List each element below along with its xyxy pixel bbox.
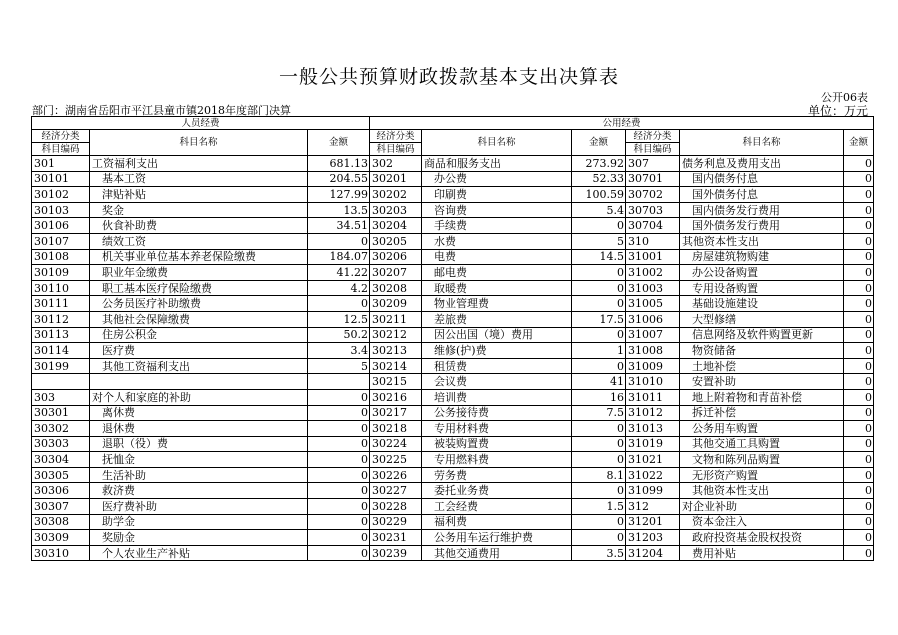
econ-class-header: 经济分类 [626, 130, 680, 143]
table-row [32, 249, 874, 265]
subject-name-header: 科目名称 [90, 130, 308, 156]
subject-code-cell: 30201 [370, 171, 422, 187]
subject-code-cell: 30209 [370, 296, 422, 312]
subject-code-cell: 31012 [626, 405, 680, 421]
subject-code-cell: 30226 [370, 467, 422, 483]
subject-name-cell: 医疗费 [90, 343, 308, 359]
subject-code-cell: 31002 [626, 265, 680, 281]
subject-name-cell: 生活补助 [90, 467, 308, 483]
table-row [32, 483, 874, 499]
subject-name-cell: 国内债务发行费用 [680, 202, 844, 218]
subject-code-header: 科目编码 [32, 143, 90, 156]
subject-code-cell: 30310 [32, 545, 90, 561]
subject-name-cell: 印刷费 [422, 187, 572, 203]
amount-cell: 0 [308, 499, 370, 515]
subject-code-cell: 31022 [626, 467, 680, 483]
amount-cell: 0 [844, 483, 874, 499]
subject-name-cell: 个人农业生产补贴 [90, 545, 308, 561]
subject-name-cell: 绩效工资 [90, 233, 308, 249]
amount-cell: 0 [844, 421, 874, 437]
amount-cell: 0 [572, 452, 626, 468]
amount-cell: 0 [844, 452, 874, 468]
table-row [32, 327, 874, 343]
amount-cell: 204.55 [308, 171, 370, 187]
amount-cell: 14.5 [572, 249, 626, 265]
subject-code-cell: 30207 [370, 265, 422, 281]
subject-code-cell: 30303 [32, 436, 90, 452]
subject-name-cell: 对个人和家庭的补助 [90, 389, 308, 405]
subject-code-cell: 31204 [626, 545, 680, 561]
table-row [32, 218, 874, 234]
amount-cell: 0 [844, 218, 874, 234]
subject-name-cell: 救济费 [90, 483, 308, 499]
subject-code-cell: 30101 [32, 171, 90, 187]
amount-cell: 0 [308, 514, 370, 530]
subject-name-cell: 政府投资基金股权投资 [680, 530, 844, 546]
amount-cell: 0 [844, 311, 874, 327]
amount-cell: 184.07 [308, 249, 370, 265]
subject-name-cell: 办公设备购置 [680, 265, 844, 281]
table-row [32, 233, 874, 249]
subject-name-cell: 电费 [422, 249, 572, 265]
subject-code-cell: 30703 [626, 202, 680, 218]
amount-cell: 0 [844, 265, 874, 281]
subject-name-cell: 工会经费 [422, 499, 572, 515]
table-row [32, 499, 874, 515]
amount-header: 金额 [844, 130, 874, 156]
amount-cell: 0 [844, 187, 874, 203]
subject-name-cell: 奖励金 [90, 530, 308, 546]
subject-code-cell: 30199 [32, 358, 90, 374]
subject-name-cell: 抚恤金 [90, 452, 308, 468]
amount-cell: 0 [308, 296, 370, 312]
subject-code-cell: 31009 [626, 358, 680, 374]
table-row [32, 265, 874, 281]
subject-code-cell: 31003 [626, 280, 680, 296]
table-row [32, 280, 874, 296]
page-title: 一般公共预算财政拨款基本支出决算表 [278, 66, 619, 88]
amount-cell: 50.2 [308, 327, 370, 343]
amount-cell: 0 [844, 530, 874, 546]
amount-cell: 0 [844, 545, 874, 561]
subject-name-cell: 退职（役）费 [90, 436, 308, 452]
subject-code-cell: 30206 [370, 249, 422, 265]
table-row [32, 467, 874, 483]
subject-name-cell: 基础设施建设 [680, 296, 844, 312]
subject-code-cell: 312 [626, 499, 680, 515]
subject-name-cell: 安置补助 [680, 374, 844, 390]
subject-code-cell: 31010 [626, 374, 680, 390]
amount-cell: 127.99 [308, 187, 370, 203]
subject-name-cell: 助学金 [90, 514, 308, 530]
subject-code-cell: 30307 [32, 499, 90, 515]
subject-code-header: 科目编码 [626, 143, 680, 156]
subject-code-cell: 31005 [626, 296, 680, 312]
subject-name-cell: 邮电费 [422, 265, 572, 281]
subject-name-cell: 无形资产购置 [680, 467, 844, 483]
amount-cell: 0 [844, 280, 874, 296]
amount-cell: 0 [308, 467, 370, 483]
subject-code-cell: 31008 [626, 343, 680, 359]
subject-name-cell: 因公出国（境）费用 [422, 327, 572, 343]
subject-code-cell: 31006 [626, 311, 680, 327]
subject-name-cell: 大型修缮 [680, 311, 844, 327]
amount-cell: 16 [572, 389, 626, 405]
subject-name-cell: 房屋建筑物购建 [680, 249, 844, 265]
table-row [32, 405, 874, 421]
subject-code-cell: 30306 [32, 483, 90, 499]
subject-name-cell: 信息网络及软件购置更新 [680, 327, 844, 343]
subject-code-cell: 30228 [370, 499, 422, 515]
subject-name-cell: 基本工资 [90, 171, 308, 187]
subject-code-cell: 310 [626, 233, 680, 249]
subject-code-cell: 31203 [626, 530, 680, 546]
subject-name-cell: 拆迁补偿 [680, 405, 844, 421]
subject-name-header: 科目名称 [680, 130, 844, 156]
subject-name-cell: 离休费 [90, 405, 308, 421]
amount-cell: 17.5 [572, 311, 626, 327]
subject-code-cell: 30239 [370, 545, 422, 561]
subject-name-cell: 福利费 [422, 514, 572, 530]
subject-name-cell: 工资福利支出 [90, 156, 308, 172]
subject-name-cell: 津贴补贴 [90, 187, 308, 203]
amount-cell: 0 [572, 358, 626, 374]
amount-cell: 0 [308, 452, 370, 468]
subject-name-cell: 水费 [422, 233, 572, 249]
subject-name-cell: 租赁费 [422, 358, 572, 374]
subject-code-cell: 30111 [32, 296, 90, 312]
subject-code-cell: 31007 [626, 327, 680, 343]
amount-cell: 0 [572, 530, 626, 546]
subject-name-cell: 其他资本性支出 [680, 483, 844, 499]
subject-name-cell: 职工基本医疗保险缴费 [90, 280, 308, 296]
subject-name-cell: 被装购置费 [422, 436, 572, 452]
subject-name-cell [90, 374, 308, 390]
subject-name-cell: 咨询费 [422, 202, 572, 218]
subject-code-cell: 30102 [32, 187, 90, 203]
subject-code-cell: 30213 [370, 343, 422, 359]
subject-name-cell: 资本金注入 [680, 514, 844, 530]
subject-code-cell: 30218 [370, 421, 422, 437]
subject-name-cell: 委托业务费 [422, 483, 572, 499]
table-row [32, 514, 874, 530]
subject-code-cell: 30103 [32, 202, 90, 218]
subject-code-cell: 31099 [626, 483, 680, 499]
subject-code-cell: 303 [32, 389, 90, 405]
amount-cell: 0 [844, 156, 874, 172]
subject-code-cell: 30107 [32, 233, 90, 249]
table-row [32, 452, 874, 468]
amount-cell: 41 [572, 374, 626, 390]
subject-code-cell: 30205 [370, 233, 422, 249]
subject-name-cell: 其他工资福利支出 [90, 358, 308, 374]
amount-cell: 0 [572, 327, 626, 343]
subject-name-cell: 土地补偿 [680, 358, 844, 374]
subject-code-cell: 302 [370, 156, 422, 172]
subject-name-cell: 其他交通费用 [422, 545, 572, 561]
subject-name-cell: 机关事业单位基本养老保险缴费 [90, 249, 308, 265]
amount-cell: 1.5 [572, 499, 626, 515]
subject-name-cell: 培训费 [422, 389, 572, 405]
subject-code-cell: 30202 [370, 187, 422, 203]
unit-label: 单位：万元 [807, 104, 868, 118]
public-header: 公用经费 [370, 117, 874, 130]
subject-code-cell: 30225 [370, 452, 422, 468]
subject-code-cell: 30231 [370, 530, 422, 546]
form-code: 公开06表 [821, 91, 868, 104]
subject-name-cell: 奖金 [90, 202, 308, 218]
table-row [32, 389, 874, 405]
subject-name-cell: 国内债务付息 [680, 171, 844, 187]
amount-cell: 1 [572, 343, 626, 359]
amount-cell: 0 [308, 389, 370, 405]
amount-cell [308, 374, 370, 390]
amount-cell: 34.51 [308, 218, 370, 234]
subject-name-cell: 维修(护)费 [422, 343, 572, 359]
subject-name-cell: 文物和陈列品购置 [680, 452, 844, 468]
amount-cell: 5 [308, 358, 370, 374]
department-label: 部门：湖南省岳阳市平江县童市镇2018年度部门决算 [32, 104, 291, 117]
subject-name-cell: 物资储备 [680, 343, 844, 359]
subject-code-cell: 30215 [370, 374, 422, 390]
amount-cell: 0 [844, 358, 874, 374]
subject-name-cell: 住房公积金 [90, 327, 308, 343]
amount-cell: 681.13 [308, 156, 370, 172]
subject-code-cell: 30309 [32, 530, 90, 546]
subject-name-cell: 物业管理费 [422, 296, 572, 312]
subject-code-cell: 31021 [626, 452, 680, 468]
subject-code-cell: 30704 [626, 218, 680, 234]
amount-cell: 41.22 [308, 265, 370, 281]
subject-code-cell: 307 [626, 156, 680, 172]
amount-cell: 0 [572, 483, 626, 499]
subject-code-cell: 31013 [626, 421, 680, 437]
subject-code-cell: 30304 [32, 452, 90, 468]
amount-header: 金额 [308, 130, 370, 156]
amount-cell: 0 [844, 249, 874, 265]
amount-cell: 0 [844, 374, 874, 390]
amount-cell: 0 [572, 436, 626, 452]
subject-name-cell: 伙食补助费 [90, 218, 308, 234]
subject-code-cell: 30113 [32, 327, 90, 343]
subject-code-cell: 30302 [32, 421, 90, 437]
table-row [32, 358, 874, 374]
subject-code-cell: 31011 [626, 389, 680, 405]
subject-code-cell: 30308 [32, 514, 90, 530]
amount-cell: 0 [844, 343, 874, 359]
econ-class-header: 经济分类 [32, 130, 90, 143]
subject-name-cell: 办公费 [422, 171, 572, 187]
subject-code-cell: 30214 [370, 358, 422, 374]
subject-name-cell: 医疗费补助 [90, 499, 308, 515]
table-row [32, 202, 874, 218]
subject-code-cell: 30701 [626, 171, 680, 187]
subject-name-cell: 公务用车购置 [680, 421, 844, 437]
subject-code-cell: 30208 [370, 280, 422, 296]
table-row [32, 436, 874, 452]
amount-cell: 8.1 [572, 467, 626, 483]
amount-cell: 0 [308, 530, 370, 546]
subject-code-cell: 301 [32, 156, 90, 172]
table-row [32, 171, 874, 187]
subject-name-cell: 公务员医疗补助缴费 [90, 296, 308, 312]
table-row [32, 343, 874, 359]
amount-cell: 0 [308, 436, 370, 452]
subject-name-cell: 地上附着物和青苗补偿 [680, 389, 844, 405]
subject-name-cell: 其他交通工具购置 [680, 436, 844, 452]
subject-code-cell: 30114 [32, 343, 90, 359]
subject-code-cell: 30301 [32, 405, 90, 421]
amount-cell: 0 [572, 280, 626, 296]
amount-cell: 0 [308, 405, 370, 421]
subject-name-cell: 专用燃料费 [422, 452, 572, 468]
subject-name-cell: 国外债务发行费用 [680, 218, 844, 234]
subject-code-cell: 30110 [32, 280, 90, 296]
amount-cell: 5 [572, 233, 626, 249]
amount-cell: 0 [844, 436, 874, 452]
subject-code-cell: 30702 [626, 187, 680, 203]
subject-code-cell: 30224 [370, 436, 422, 452]
amount-cell: 0 [308, 483, 370, 499]
subject-code-cell [32, 374, 90, 390]
amount-cell: 0 [572, 265, 626, 281]
subject-name-cell: 公务接待费 [422, 405, 572, 421]
amount-cell: 273.92 [572, 156, 626, 172]
amount-cell: 0 [844, 202, 874, 218]
subject-code-cell: 30203 [370, 202, 422, 218]
table-row [32, 530, 874, 546]
econ-class-header: 经济分类 [370, 130, 422, 143]
amount-cell: 0 [844, 499, 874, 515]
amount-cell: 52.33 [572, 171, 626, 187]
subject-code-cell: 30227 [370, 483, 422, 499]
amount-cell: 3.5 [572, 545, 626, 561]
subject-name-cell: 退休费 [90, 421, 308, 437]
subject-name-cell: 差旅费 [422, 311, 572, 327]
subject-code-cell: 31201 [626, 514, 680, 530]
amount-cell: 3.4 [308, 343, 370, 359]
subject-code-cell: 30109 [32, 265, 90, 281]
subject-code-cell: 30108 [32, 249, 90, 265]
subject-name-cell: 会议费 [422, 374, 572, 390]
amount-cell: 0 [308, 233, 370, 249]
amount-cell: 5.4 [572, 202, 626, 218]
amount-cell: 7.5 [572, 405, 626, 421]
subject-code-cell: 31019 [626, 436, 680, 452]
amount-cell: 0 [572, 218, 626, 234]
amount-cell: 0 [844, 171, 874, 187]
subject-name-cell: 专用设备购置 [680, 280, 844, 296]
subject-code-cell: 30216 [370, 389, 422, 405]
subject-name-cell: 取暖费 [422, 280, 572, 296]
subject-code-cell: 30204 [370, 218, 422, 234]
subject-code-cell: 30112 [32, 311, 90, 327]
amount-cell: 13.5 [308, 202, 370, 218]
table-row [32, 311, 874, 327]
amount-cell: 100.59 [572, 187, 626, 203]
subject-name-cell: 手续费 [422, 218, 572, 234]
amount-cell: 0 [572, 514, 626, 530]
personnel-header: 人员经费 [32, 117, 370, 130]
table-row [32, 187, 874, 203]
subject-name-cell: 公务用车运行维护费 [422, 530, 572, 546]
subject-code-cell: 30217 [370, 405, 422, 421]
subject-code-cell: 30106 [32, 218, 90, 234]
subject-name-cell: 债务利息及费用支出 [680, 156, 844, 172]
amount-cell: 0 [844, 389, 874, 405]
table-row [32, 545, 874, 561]
amount-cell: 0 [572, 296, 626, 312]
table-row [32, 156, 874, 172]
amount-cell: 12.5 [308, 311, 370, 327]
subject-code-cell: 30212 [370, 327, 422, 343]
amount-cell: 0 [308, 545, 370, 561]
amount-cell: 0 [844, 514, 874, 530]
table-row [32, 296, 874, 312]
table-row [32, 421, 874, 437]
expenditure-table [31, 116, 874, 561]
subject-name-cell: 其他资本性支出 [680, 233, 844, 249]
amount-cell: 0 [844, 405, 874, 421]
subject-code-header: 科目编码 [370, 143, 422, 156]
amount-cell: 4.2 [308, 280, 370, 296]
subject-code-cell: 31001 [626, 249, 680, 265]
subject-name-cell: 对企业补助 [680, 499, 844, 515]
subject-name-header: 科目名称 [422, 130, 572, 156]
amount-cell: 0 [844, 296, 874, 312]
subject-code-cell: 30305 [32, 467, 90, 483]
subject-name-cell: 专用材料费 [422, 421, 572, 437]
amount-cell: 0 [844, 233, 874, 249]
subject-name-cell: 国外债务付息 [680, 187, 844, 203]
amount-cell: 0 [308, 421, 370, 437]
table-body [32, 156, 874, 561]
amount-header: 金额 [572, 130, 626, 156]
subject-name-cell: 其他社会保障缴费 [90, 311, 308, 327]
amount-cell: 0 [572, 421, 626, 437]
subject-code-cell: 30229 [370, 514, 422, 530]
subject-name-cell: 劳务费 [422, 467, 572, 483]
subject-name-cell: 职业年金缴费 [90, 265, 308, 281]
table-row [32, 374, 874, 390]
amount-cell: 0 [844, 467, 874, 483]
subject-code-cell: 30211 [370, 311, 422, 327]
amount-cell: 0 [844, 327, 874, 343]
subject-name-cell: 商品和服务支出 [422, 156, 572, 172]
subject-name-cell: 费用补贴 [680, 545, 844, 561]
